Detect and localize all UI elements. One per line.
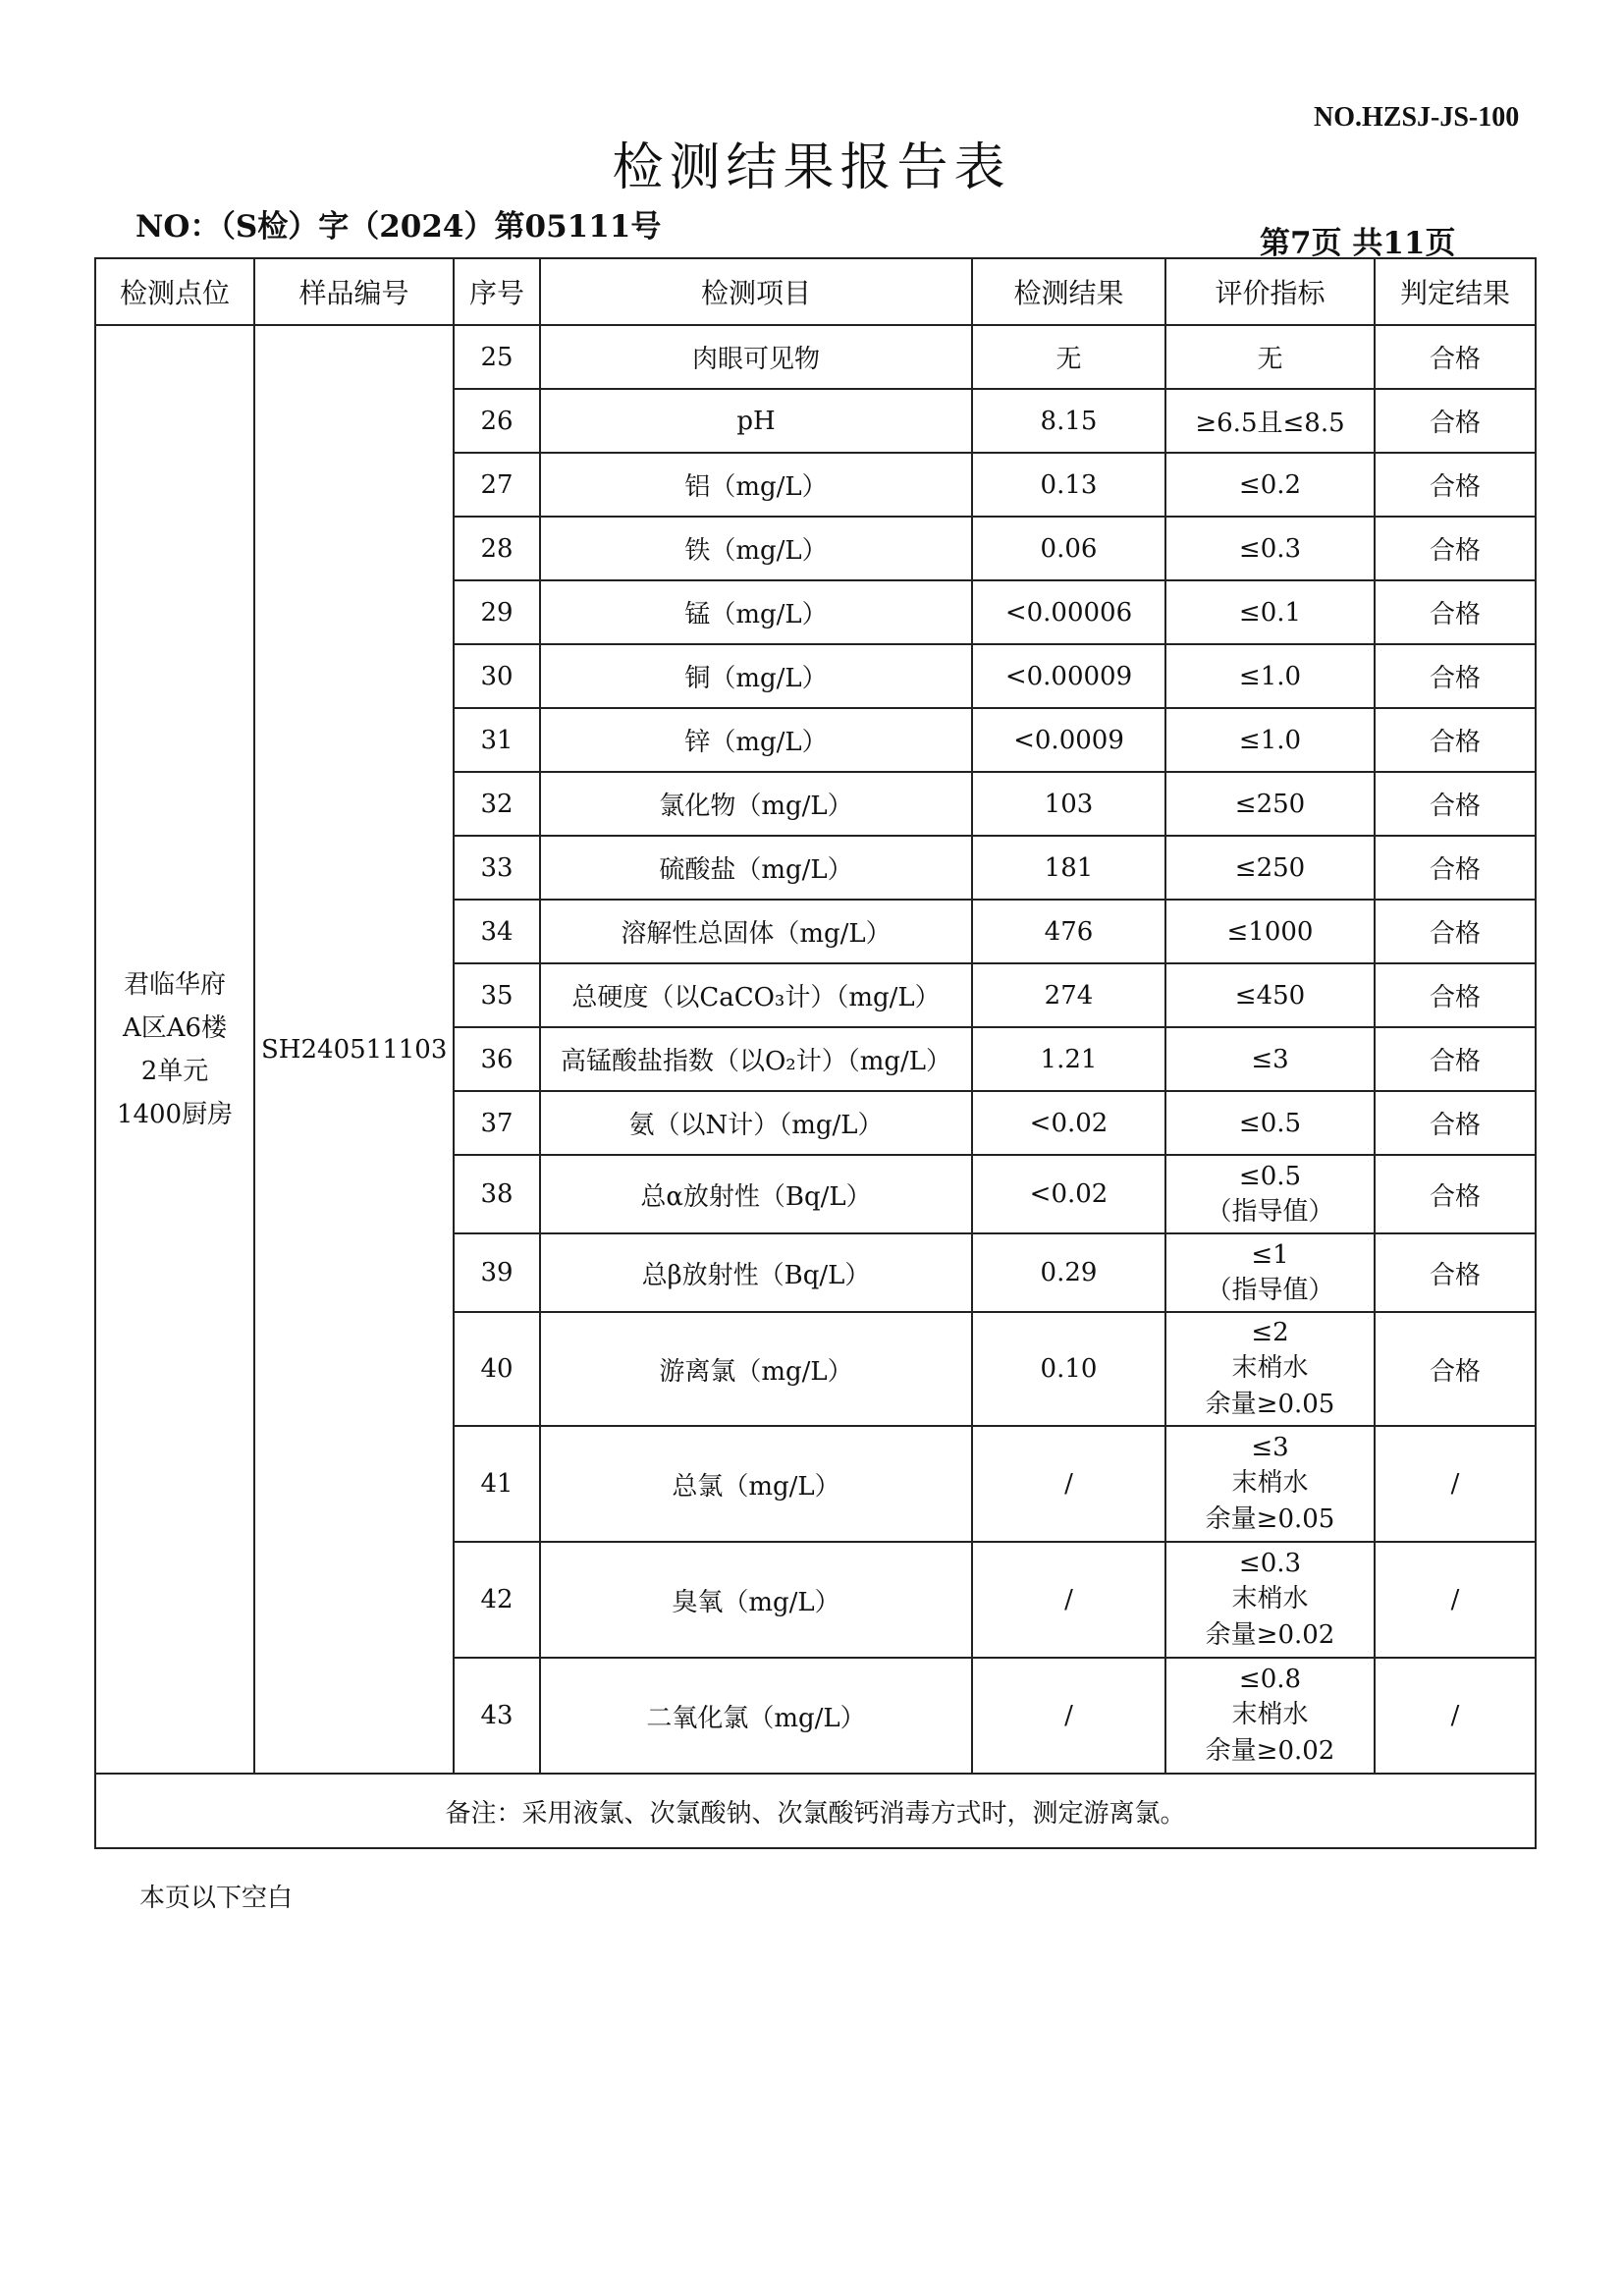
- limit-cell: [1165, 453, 1375, 517]
- limit-line: ≤0.1: [1238, 597, 1302, 628]
- verdict: 合格: [1375, 1312, 1536, 1426]
- row-number: 26: [454, 389, 540, 453]
- verdict: 合格: [1375, 836, 1536, 900]
- row-number: 35: [454, 963, 540, 1027]
- limit-line: ≤1.0: [1238, 725, 1302, 755]
- document-code: NO.HZSJ-JS-100: [1314, 102, 1520, 133]
- limit-line: （指导值）: [1206, 1275, 1334, 1305]
- row-number: 39: [454, 1233, 540, 1312]
- test-item: 氨（以N计）（mg/L）: [540, 1091, 972, 1155]
- limit-cell: [1165, 517, 1375, 580]
- limit-line: 余量≥0.02: [1205, 1736, 1335, 1766]
- verdict: /: [1375, 1658, 1536, 1774]
- limit-line: ≤0.8: [1238, 1665, 1302, 1694]
- limit-line: ≤1000: [1226, 916, 1314, 947]
- test-item: 锰（mg/L）: [540, 580, 972, 644]
- limit-line: 末梢水: [1231, 1353, 1309, 1383]
- limit-line: ≤0.2: [1238, 469, 1302, 500]
- limit-cell: [1165, 1312, 1375, 1426]
- row-number: 38: [454, 1155, 540, 1233]
- test-item: 总氯（mg/L）: [540, 1426, 972, 1542]
- row-number: 29: [454, 580, 540, 644]
- test-item: 高锰酸盐指数（以O₂计）（mg/L）: [540, 1027, 972, 1091]
- test-item: 溶解性总固体（mg/L）: [540, 900, 972, 963]
- limit-cell: [1165, 389, 1375, 453]
- table-row: [95, 325, 1536, 389]
- test-item: 游离氯（mg/L）: [540, 1312, 972, 1426]
- test-item: 锌（mg/L）: [540, 708, 972, 772]
- verdict: 合格: [1375, 1027, 1536, 1091]
- test-item: 硫酸盐（mg/L）: [540, 836, 972, 900]
- test-item: 铁（mg/L）: [540, 517, 972, 580]
- limit-cell: [1165, 900, 1375, 963]
- verdict: /: [1375, 1426, 1536, 1542]
- row-number: 34: [454, 900, 540, 963]
- limit-line: ≤3: [1251, 1433, 1289, 1462]
- remark-row: [95, 1774, 1536, 1848]
- limit-cell: [1165, 1542, 1375, 1658]
- limit-line: ≤450: [1234, 980, 1306, 1011]
- column-header: 判定结果: [1375, 258, 1536, 325]
- row-number: 42: [454, 1542, 540, 1658]
- test-item: 铜（mg/L）: [540, 644, 972, 708]
- verdict: 合格: [1375, 453, 1536, 517]
- row-number: 28: [454, 517, 540, 580]
- row-number: 27: [454, 453, 540, 517]
- row-number: 36: [454, 1027, 540, 1091]
- report-title: 检测结果报告表: [612, 138, 1011, 197]
- column-header: 检测点位: [95, 258, 254, 325]
- test-item: 肉眼可见物: [540, 325, 972, 389]
- verdict: 合格: [1375, 708, 1536, 772]
- limit-line: ≤250: [1234, 852, 1306, 883]
- limit-cell: [1165, 1658, 1375, 1774]
- test-result: <0.0009: [972, 708, 1165, 772]
- location-cell: [95, 325, 254, 1774]
- verdict: 合格: [1375, 517, 1536, 580]
- test-result: <0.00006: [972, 580, 1165, 644]
- limit-line: ≤250: [1234, 789, 1306, 819]
- verdict: 合格: [1375, 1155, 1536, 1233]
- column-header: 样品编号: [254, 258, 454, 325]
- report-number: NO：（S检）字（2024）第05111号: [135, 209, 662, 245]
- location-line: 2单元: [140, 1056, 209, 1086]
- limit-line: 无: [1257, 345, 1283, 374]
- row-number: 25: [454, 325, 540, 389]
- table-header-row: [95, 258, 1536, 325]
- test-result: 274: [972, 963, 1165, 1027]
- test-result: 8.15: [972, 389, 1165, 453]
- limit-cell: [1165, 836, 1375, 900]
- column-header: 检测结果: [972, 258, 1165, 325]
- limit-cell: [1165, 772, 1375, 836]
- test-result: <0.02: [972, 1091, 1165, 1155]
- limit-line: 末梢水: [1231, 1468, 1309, 1498]
- verdict: 合格: [1375, 900, 1536, 963]
- test-result: 181: [972, 836, 1165, 900]
- verdict: 合格: [1375, 1091, 1536, 1155]
- test-result: 无: [972, 325, 1165, 389]
- location-line: 君临华府: [123, 969, 226, 1000]
- limit-line: ≤1.0: [1238, 661, 1302, 691]
- test-item: 铝（mg/L）: [540, 453, 972, 517]
- sample-id-cell: SH240511103: [254, 325, 454, 1774]
- limit-line: ≤0.3: [1238, 1549, 1302, 1578]
- limit-line: ≤2: [1251, 1318, 1289, 1347]
- test-result: 103: [972, 772, 1165, 836]
- limit-cell: [1165, 1233, 1375, 1312]
- verdict: 合格: [1375, 325, 1536, 389]
- row-number: 32: [454, 772, 540, 836]
- test-result: 476: [972, 900, 1165, 963]
- limit-line: （指导值）: [1206, 1196, 1334, 1227]
- limit-line: ≤0.5: [1238, 1161, 1302, 1191]
- limit-cell: [1165, 1155, 1375, 1233]
- test-result: 0.06: [972, 517, 1165, 580]
- limit-cell: [1165, 708, 1375, 772]
- blank-note: 本页以下空白: [139, 1884, 294, 1913]
- location-line: 1400厨房: [116, 1099, 234, 1129]
- test-result: <0.00009: [972, 644, 1165, 708]
- limit-cell: [1165, 1426, 1375, 1542]
- limit-line: ≤0.5: [1238, 1108, 1302, 1138]
- test-item: 二氧化氯（mg/L）: [540, 1658, 972, 1774]
- row-number: 40: [454, 1312, 540, 1426]
- limit-line: ≤0.3: [1238, 533, 1302, 564]
- remark-text: 备注：采用液氯、次氯酸钠、次氯酸钙消毒方式时，测定游离氯。: [95, 1774, 1536, 1848]
- test-result: /: [972, 1426, 1165, 1542]
- limit-cell: [1165, 1027, 1375, 1091]
- test-item: 总α放射性（Bq/L）: [540, 1155, 972, 1233]
- page-info: 第7页 共11页: [1260, 226, 1456, 261]
- verdict: 合格: [1375, 1233, 1536, 1312]
- limit-cell: [1165, 644, 1375, 708]
- limit-cell: [1165, 325, 1375, 389]
- test-result: 0.29: [972, 1233, 1165, 1312]
- test-item: pH: [540, 389, 972, 453]
- limit-line: ≥6.5且≤8.5: [1195, 409, 1345, 438]
- limit-line: ≤1: [1251, 1239, 1289, 1270]
- test-result: <0.02: [972, 1155, 1165, 1233]
- verdict: 合格: [1375, 389, 1536, 453]
- test-result: 0.13: [972, 453, 1165, 517]
- location-line: A区A6楼: [122, 1012, 228, 1043]
- column-header: 检测项目: [540, 258, 972, 325]
- results-table: [94, 257, 1537, 1849]
- verdict: 合格: [1375, 772, 1536, 836]
- row-number: 41: [454, 1426, 540, 1542]
- limit-line: 末梢水: [1231, 1584, 1309, 1613]
- row-number: 43: [454, 1658, 540, 1774]
- column-header: 评价指标: [1165, 258, 1375, 325]
- column-header: 序号: [454, 258, 540, 325]
- verdict: /: [1375, 1542, 1536, 1658]
- limit-line: ≤3: [1251, 1044, 1289, 1074]
- test-item: 臭氧（mg/L）: [540, 1542, 972, 1658]
- limit-line: 余量≥0.02: [1205, 1620, 1335, 1650]
- test-result: 0.10: [972, 1312, 1165, 1426]
- limit-cell: [1165, 963, 1375, 1027]
- limit-line: 末梢水: [1231, 1700, 1309, 1729]
- row-number: 33: [454, 836, 540, 900]
- test-item: 总硬度（以CaCO₃计）（mg/L）: [540, 963, 972, 1027]
- limit-line: 余量≥0.05: [1205, 1504, 1335, 1534]
- test-result: /: [972, 1658, 1165, 1774]
- verdict: 合格: [1375, 580, 1536, 644]
- test-result: /: [972, 1542, 1165, 1658]
- test-item: 氯化物（mg/L）: [540, 772, 972, 836]
- limit-cell: [1165, 580, 1375, 644]
- row-number: 30: [454, 644, 540, 708]
- verdict: 合格: [1375, 963, 1536, 1027]
- limit-line: 余量≥0.05: [1205, 1390, 1335, 1419]
- verdict: 合格: [1375, 644, 1536, 708]
- row-number: 31: [454, 708, 540, 772]
- test-item: 总β放射性（Bq/L）: [540, 1233, 972, 1312]
- test-result: 1.21: [972, 1027, 1165, 1091]
- limit-cell: [1165, 1091, 1375, 1155]
- row-number: 37: [454, 1091, 540, 1155]
